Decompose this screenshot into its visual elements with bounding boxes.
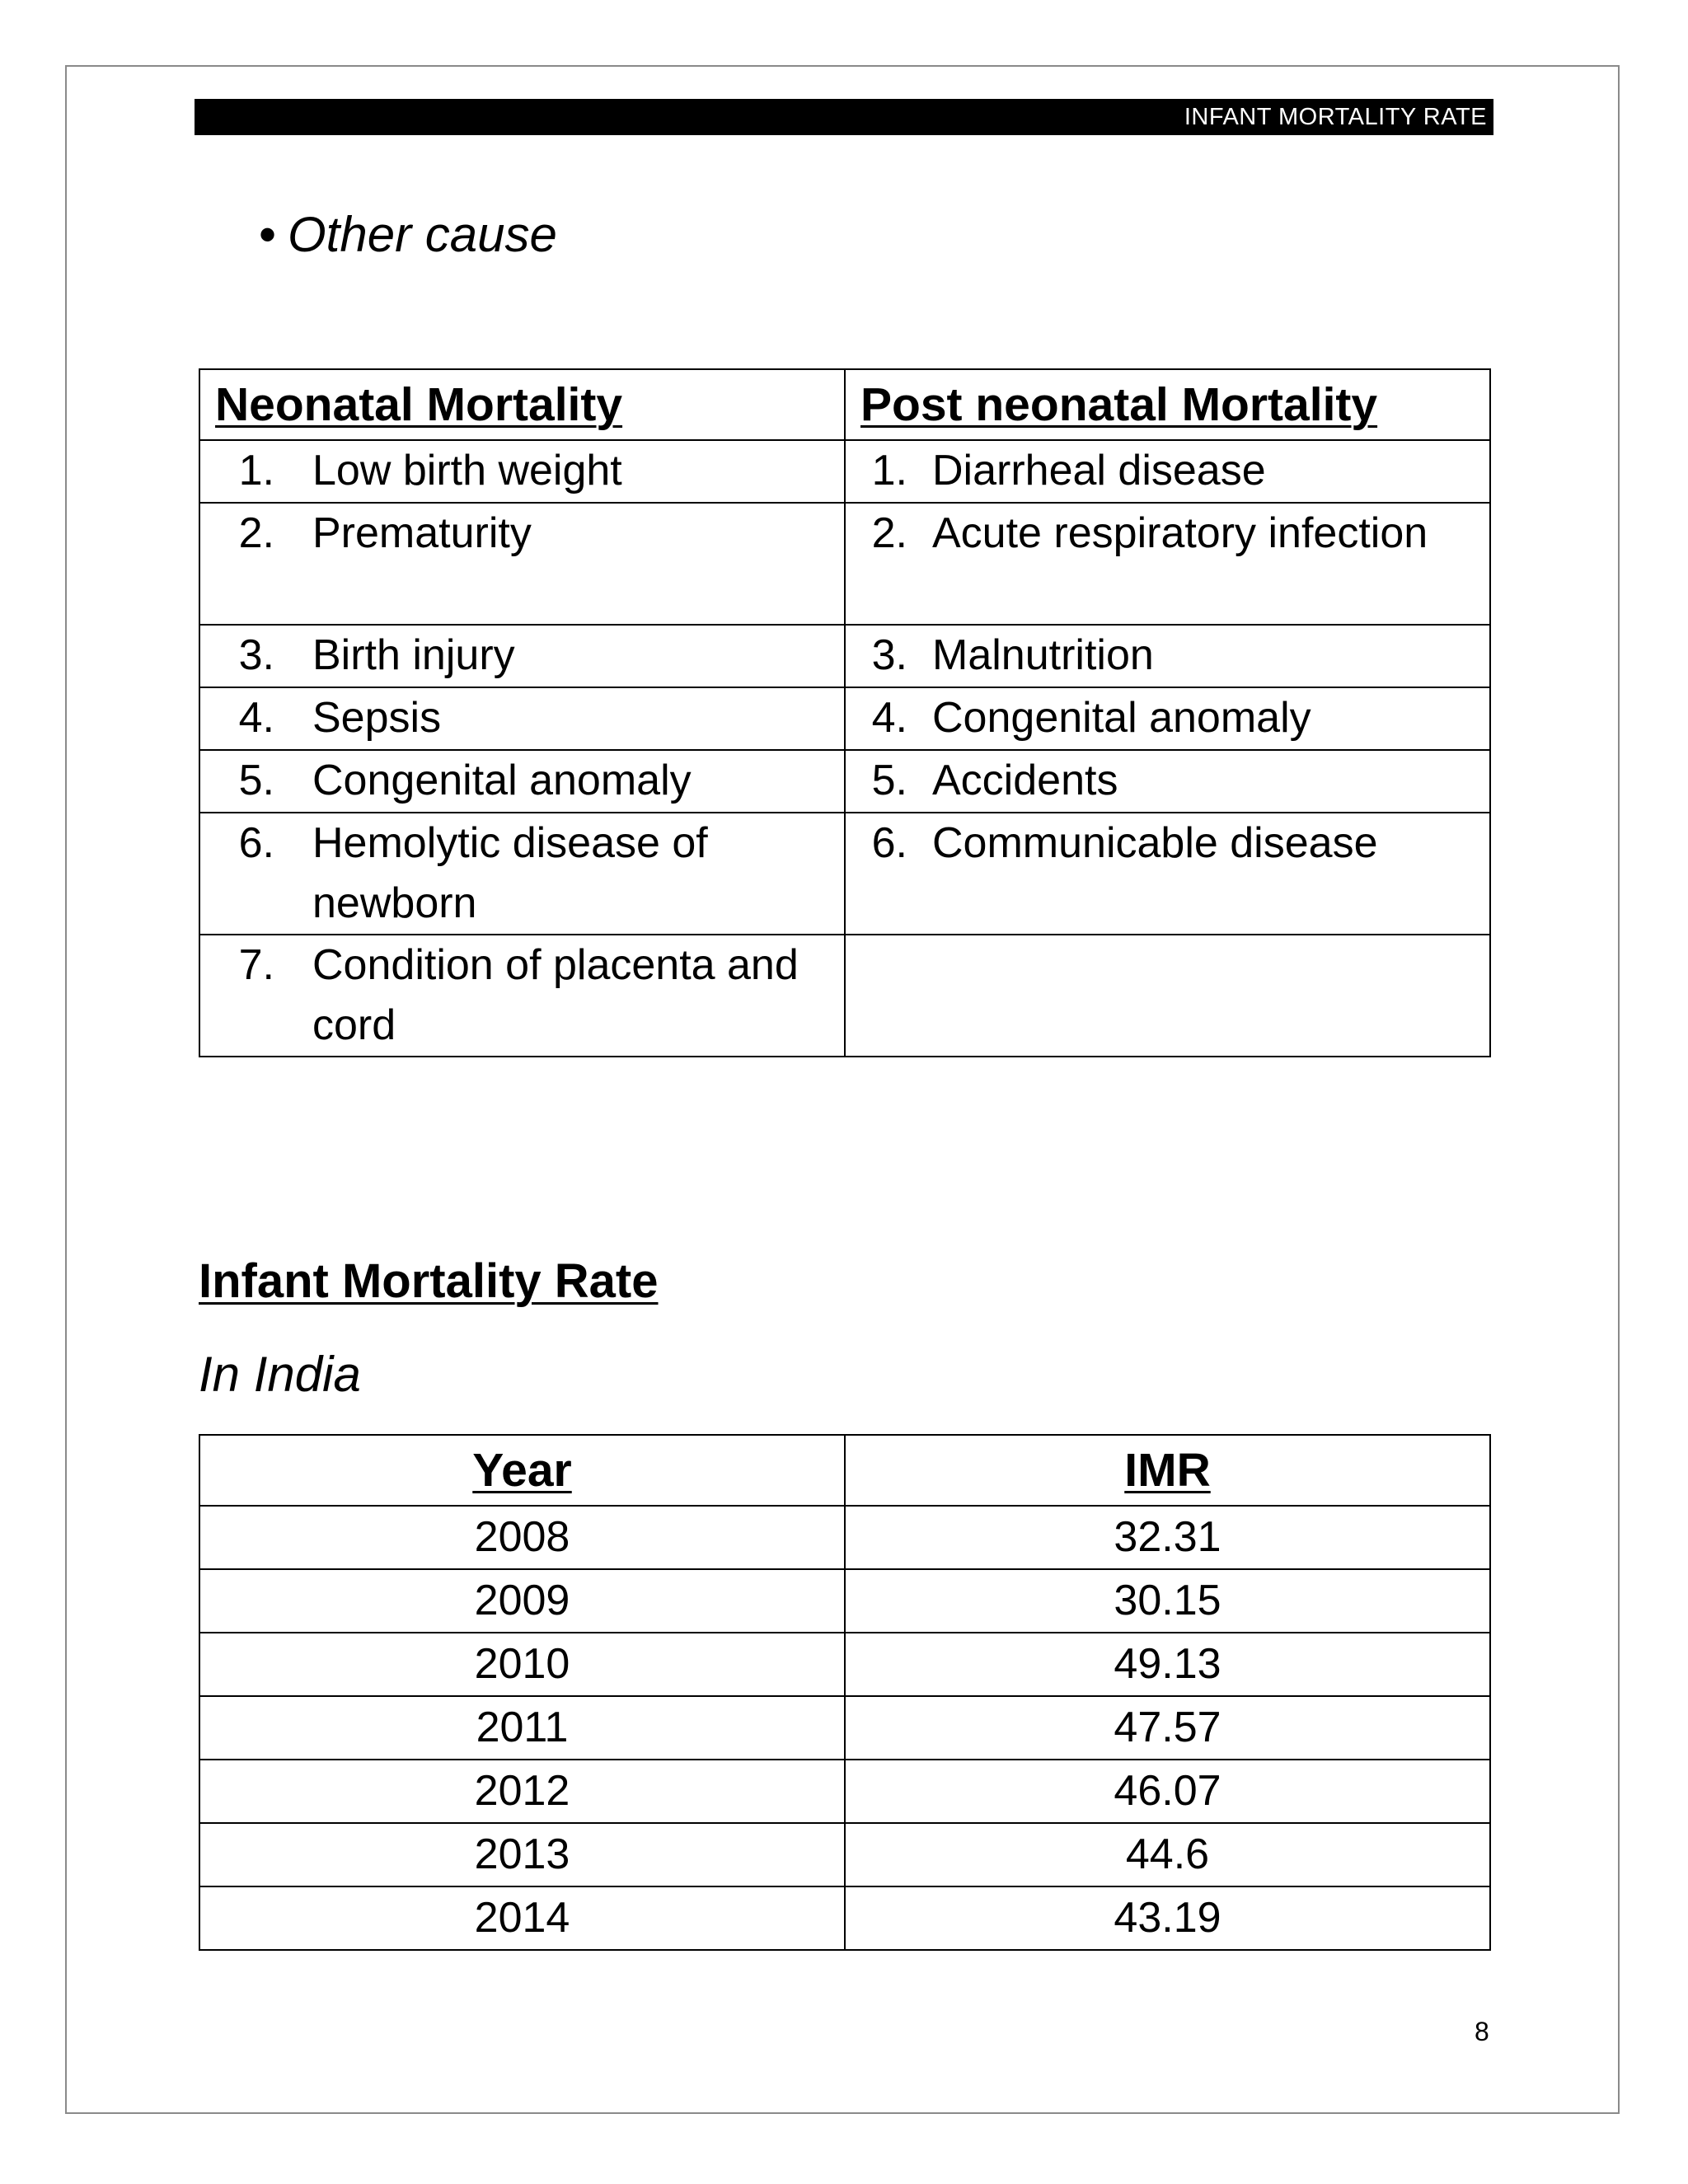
table-row bbox=[199, 1886, 1490, 1950]
empty-cell bbox=[845, 935, 1490, 1057]
imr-cell: 43.19 bbox=[845, 1886, 1490, 1950]
section-title: Infant Mortality Rate bbox=[199, 1254, 659, 1308]
post-neonatal-cause: 2. Acute respiratory infection bbox=[845, 503, 1490, 625]
year-cell: 2012 bbox=[199, 1760, 845, 1823]
year-cell: 2008 bbox=[199, 1506, 845, 1569]
year-cell: 2014 bbox=[199, 1886, 845, 1950]
column-header-post-neonatal: Post neonatal Mortality bbox=[845, 369, 1490, 440]
neonatal-cause: 1. Low birth weight bbox=[199, 440, 845, 503]
column-header-year: Year bbox=[199, 1435, 845, 1506]
running-header-bar bbox=[195, 99, 1493, 135]
table-row bbox=[199, 813, 1490, 935]
post-neonatal-cause: 6. Communicable disease bbox=[845, 813, 1490, 935]
neonatal-cause: 4. Sepsis bbox=[199, 687, 845, 750]
table-row bbox=[199, 1696, 1490, 1760]
table-row bbox=[199, 1760, 1490, 1823]
imr-table bbox=[199, 1434, 1491, 1951]
section-subtitle: In India bbox=[199, 1347, 361, 1402]
imr-cell: 47.57 bbox=[845, 1696, 1490, 1760]
neonatal-cause: 3. Birth injury bbox=[199, 625, 845, 687]
post-neonatal-cause: 4. Congenital anomaly bbox=[845, 687, 1490, 750]
column-header-imr: IMR bbox=[845, 1435, 1490, 1506]
bullet-text: Other cause bbox=[288, 207, 557, 262]
imr-cell: 46.07 bbox=[845, 1760, 1490, 1823]
table-header-row bbox=[199, 369, 1490, 440]
post-neonatal-cause: 5. Accidents bbox=[845, 750, 1490, 813]
column-header-neonatal: Neonatal Mortality bbox=[199, 369, 845, 440]
table-row bbox=[199, 1823, 1490, 1886]
table-header-row bbox=[199, 1435, 1490, 1506]
table-row bbox=[199, 935, 1490, 1057]
imr-cell: 44.6 bbox=[845, 1823, 1490, 1886]
year-cell: 2010 bbox=[199, 1633, 845, 1696]
neonatal-cause: 6. Hemolytic disease of newborn bbox=[199, 813, 845, 935]
running-header-title: INFANT MORTALITY RATE bbox=[1184, 104, 1487, 130]
neonatal-cause: 5. Congenital anomaly bbox=[199, 750, 845, 813]
table-row bbox=[199, 440, 1490, 503]
neonatal-cause: 2. Prematurity bbox=[199, 503, 845, 625]
table-row bbox=[199, 687, 1490, 750]
post-neonatal-cause: 3. Malnutrition bbox=[845, 625, 1490, 687]
year-cell: 2009 bbox=[199, 1569, 845, 1633]
table-row bbox=[199, 750, 1490, 813]
causes-table bbox=[199, 368, 1491, 1057]
post-neonatal-cause: 1. Diarrheal disease bbox=[845, 440, 1490, 503]
table-row bbox=[199, 1633, 1490, 1696]
year-cell: 2013 bbox=[199, 1823, 845, 1886]
imr-cell: 32.31 bbox=[845, 1506, 1490, 1569]
imr-cell: 49.13 bbox=[845, 1633, 1490, 1696]
table-row bbox=[199, 503, 1490, 625]
year-cell: 2011 bbox=[199, 1696, 845, 1760]
bullet-item bbox=[259, 202, 557, 268]
table-row bbox=[199, 1569, 1490, 1633]
table-row bbox=[199, 625, 1490, 687]
neonatal-cause: 7. Condition of placenta and cord bbox=[199, 935, 845, 1057]
page-number: 8 bbox=[1475, 2017, 1489, 2046]
table-row bbox=[199, 1506, 1490, 1569]
imr-cell: 30.15 bbox=[845, 1569, 1490, 1633]
bullet-icon: • bbox=[259, 207, 277, 262]
